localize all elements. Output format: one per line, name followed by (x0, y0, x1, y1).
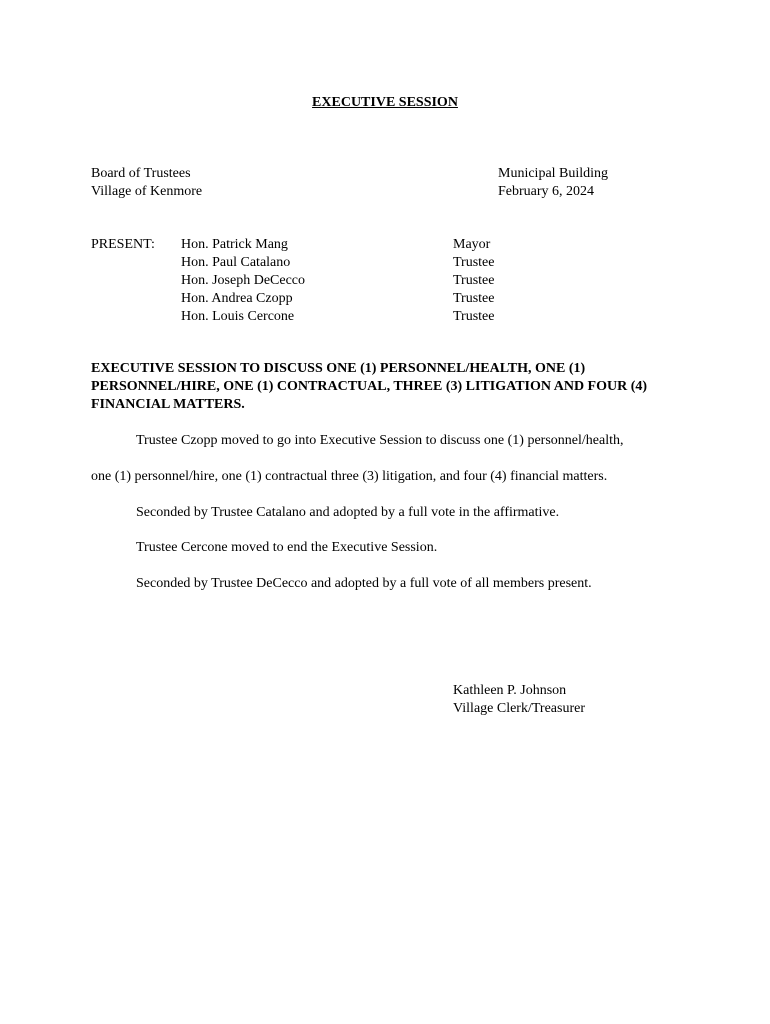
village-name: Village of Kenmore (91, 184, 203, 199)
second-paragraph: Seconded by Trustee Catalano and adopted by a full vote in the affirmative. (136, 505, 560, 520)
attendee-role: Trustee (453, 273, 495, 288)
attendee-name: Hon. Louis Cercone (181, 309, 295, 324)
motion-paragraph-line2: one (1) personnel/hire, one (1) contractual three (3) litigation, and four (4) financial matters. (91, 469, 608, 484)
motion-paragraph-line1: Trustee Czopp moved to go into Executive Session to discuss one (1) personnel/health, (136, 433, 624, 448)
present-label: PRESENT: (91, 237, 155, 252)
attendee-name: Hon. Joseph DeCecco (181, 273, 306, 288)
meeting-date: February 6, 2024 (498, 184, 595, 199)
second-end-paragraph: Seconded by Trustee DeCecco and adopted by a full vote of all members present. (136, 576, 592, 591)
signature-name: Kathleen P. Johnson (453, 683, 567, 698)
page-title: EXECUTIVE SESSION (312, 95, 458, 110)
attendee-roles (453, 236, 495, 326)
attendee-role: Trustee (453, 255, 495, 270)
board-name: Board of Trustees (91, 166, 191, 181)
attendee-role: Trustee (453, 291, 495, 306)
attendee-name: Hon. Andrea Czopp (181, 291, 293, 306)
attendee-role: Mayor (453, 237, 491, 252)
session-heading: EXECUTIVE SESSION TO DISCUSS ONE (1) PERSONNEL/HEALTH, ONE (1) PERSONNEL/HIRE, ONE (1) CONTRACTUAL, THREE (3) LITIGATION AND FOUR (4) FINANCIAL MATTERS. (91, 361, 648, 412)
meeting-location: Municipal Building (498, 166, 609, 181)
attendee-name: Hon. Paul Catalano (181, 255, 291, 270)
attendee-names (181, 236, 305, 326)
signature-title: Village Clerk/Treasurer (453, 701, 585, 716)
attendee-name: Hon. Patrick Mang (181, 237, 288, 252)
signature-block (453, 682, 585, 718)
header-right (498, 165, 608, 201)
end-session-paragraph: Trustee Cercone moved to end the Executive Session. (136, 540, 438, 555)
header-left (91, 165, 202, 201)
attendee-role: Trustee (453, 309, 495, 324)
